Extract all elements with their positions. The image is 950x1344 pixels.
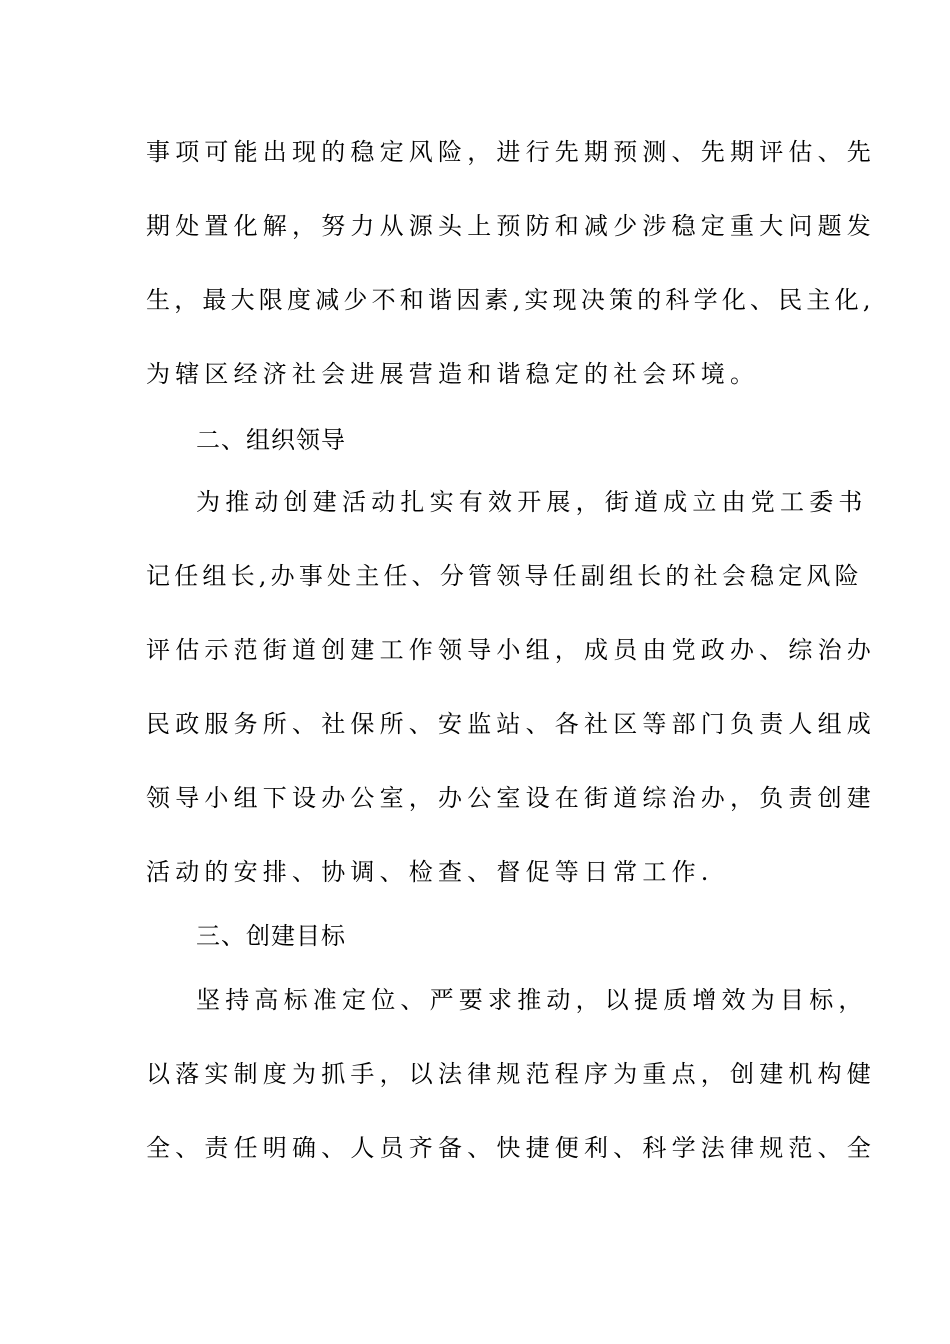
paragraph-line: 民政服务所、社保所、安监站、各社区等部门负责人组成	[146, 710, 876, 738]
paragraph-line: 事项可能出现的稳定风险，进行先期预测、先期评估、先	[146, 138, 876, 166]
paragraph-line: 记任组长,办事处主任、分管领导任副组长的社会稳定风险	[146, 562, 863, 590]
paragraph-line: 评估示范街道创建工作领导小组，成员由党政办、综治办	[146, 636, 876, 664]
paragraph-line: 为辖区经济社会进展营造和谐稳定的社会环境。	[146, 360, 760, 388]
paragraph-line: 期处置化解，努力从源头上预防和减少涉稳定重大问题发	[146, 212, 876, 240]
paragraph-line: 全、责任明确、人员齐备、快捷便利、科学法律规范、全	[146, 1134, 876, 1162]
paragraph-line: 活动的安排、协调、检查、督促等日常工作.	[146, 858, 714, 886]
paragraph-line: 领导小组下设办公室，办公室设在街道综治办，负责创建	[146, 784, 876, 812]
paragraph-line: 生，最大限度减少不和谐因素,实现决策的科学化、民主化,	[146, 286, 875, 314]
section-heading-organization: 二、组织领导	[196, 426, 346, 454]
paragraph-line: 为推动创建活动扎实有效开展，街道成立由党工委书	[196, 488, 868, 516]
paragraph-line: 以落实制度为抓手，以法律规范程序为重点，创建机构健	[146, 1060, 876, 1088]
section-heading-goals: 三、创建目标	[196, 922, 346, 950]
paragraph-line: 坚持高标准定位、严要求推动，以提质增效为目标，	[196, 986, 868, 1014]
